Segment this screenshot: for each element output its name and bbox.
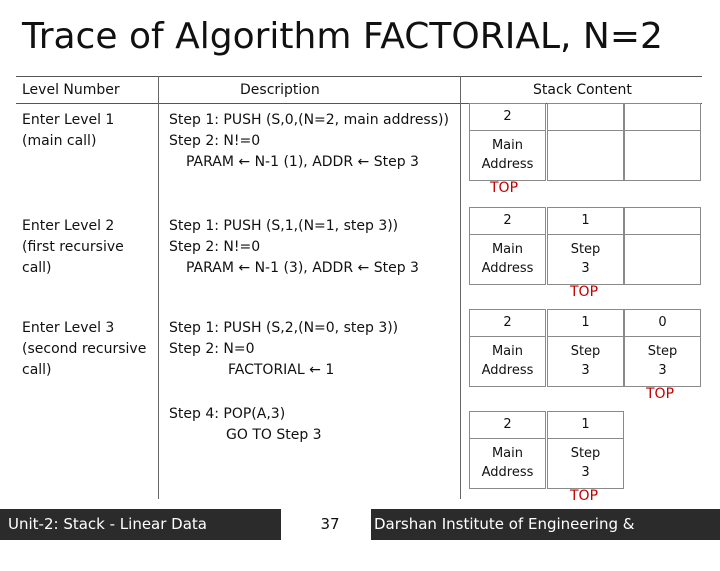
left-arrow-icon: ← (238, 154, 251, 170)
row1-param-post: Step 3 (369, 154, 419, 170)
stack-cell-number (624, 207, 701, 235)
stack-value-address: Address (481, 363, 534, 378)
stack-value-address: Address (481, 465, 534, 480)
stack-value-address: Main (491, 242, 524, 257)
left-arrow-icon: ← (238, 260, 251, 276)
stack-value-address: 3 (581, 363, 590, 378)
row1-param-pre: PARAM (186, 154, 239, 170)
row3-desc-step1: Step 1: PUSH (S,2,(N=0, step 3)) (169, 320, 399, 336)
stack-top-marker: TOP (490, 180, 519, 196)
step4-pop: Step 4: POP(A,3) (169, 406, 286, 422)
row1-level (22, 110, 114, 152)
stack-value-number: 1 (581, 315, 590, 330)
row3-level-line3: call) (22, 362, 52, 378)
stack-column-rule (460, 104, 461, 499)
stack-value-address: 3 (658, 363, 667, 378)
stack-cell-address (624, 438, 701, 489)
left-arrow-icon: ← (357, 154, 370, 170)
stack-value-address: Address (481, 157, 534, 172)
stack-value-address: Step (570, 242, 601, 257)
row3-factorial-post: 1 (320, 362, 335, 378)
stack-value-number: 2 (503, 315, 512, 330)
row2-desc-step2: Step 2: N!=0 (169, 239, 261, 255)
stack-cell-number (547, 103, 624, 131)
footer-left: Unit-2: Stack - Linear Data Structure (0, 509, 281, 540)
row2-level (22, 216, 124, 279)
row3-desc-factorial (169, 360, 398, 381)
row3-level-line2: (second recursive (22, 341, 147, 357)
row2-level-line1: Enter Level 2 (22, 218, 115, 234)
stack-value-address: Step (570, 446, 601, 461)
row3-level-line1: Enter Level 3 (22, 320, 115, 336)
footer-page-number: 37 (289, 509, 371, 540)
row2-desc (169, 216, 419, 279)
header-stack: Stack Content (533, 82, 632, 98)
row3-factorial-pre: FACTORIAL (228, 362, 310, 378)
row3-level (22, 318, 146, 381)
stack-top-marker: TOP (570, 284, 599, 300)
row2-param-mid: N-1 (3), ADDR (250, 260, 358, 276)
slide-title: Trace of Algorithm FACTORIAL, N=2 (22, 16, 663, 57)
row2-param-post: Step 3 (369, 260, 419, 276)
stack-value-address: Main (491, 446, 524, 461)
header-description: Description (240, 82, 320, 98)
row1-level-line2: (main call) (22, 133, 97, 149)
row2-desc-param (169, 258, 419, 279)
stack-value-address: Step (570, 344, 601, 359)
row2-param-pre: PARAM (186, 260, 239, 276)
step4-goto: GO TO Step 3 (226, 427, 322, 443)
row2-level-line2: (first recursive (22, 239, 124, 255)
header-top-rule (16, 76, 702, 77)
row1-desc-param (169, 152, 449, 173)
stack-value-address: Main (491, 138, 524, 153)
stack-value-address: Address (481, 261, 534, 276)
row3-desc-step2: Step 2: N=0 (169, 341, 255, 357)
stack-cell-number (624, 103, 701, 131)
header-divider-2 (460, 76, 461, 104)
footer-right: Darshan Institute of Engineering & Technology (371, 509, 720, 540)
stack-value-number: 0 (658, 315, 667, 330)
row1-param-mid: N-1 (1), ADDR (250, 154, 358, 170)
stack-value-address: 3 (581, 465, 590, 480)
row1-desc-step2: Step 2: N!=0 (169, 133, 261, 149)
stack-cell-number (624, 411, 701, 439)
left-arrow-icon: ← (357, 260, 370, 276)
stack-cell-address (624, 234, 701, 285)
stack-value-number: 1 (581, 213, 590, 228)
stack-value-address: Main (491, 344, 524, 359)
description-column-rule (158, 104, 159, 499)
row2-level-line3: call) (22, 260, 52, 276)
step4-desc (169, 404, 322, 446)
stack-cell-address (547, 130, 624, 181)
stack-value-number: 2 (503, 417, 512, 432)
stack-top-marker: TOP (646, 386, 675, 402)
stack-value-number: 1 (581, 417, 590, 432)
stack-value-number: 2 (503, 213, 512, 228)
stack-value-number: 2 (503, 109, 512, 124)
stack-value-address: Step (647, 344, 678, 359)
row1-level-line1: Enter Level 1 (22, 112, 115, 128)
stack-value-address: 3 (581, 261, 590, 276)
row2-desc-step1: Step 1: PUSH (S,1,(N=1, step 3)) (169, 218, 399, 234)
row1-desc (169, 110, 449, 173)
stack-top-marker: TOP (570, 488, 599, 504)
header-level: Level Number (22, 82, 120, 98)
row1-desc-step1: Step 1: PUSH (S,0,(N=2, main address)) (169, 112, 449, 128)
header-divider-1 (158, 76, 159, 104)
row3-desc (169, 318, 398, 381)
left-arrow-icon: ← (309, 362, 321, 378)
stack-cell-address (624, 130, 701, 181)
